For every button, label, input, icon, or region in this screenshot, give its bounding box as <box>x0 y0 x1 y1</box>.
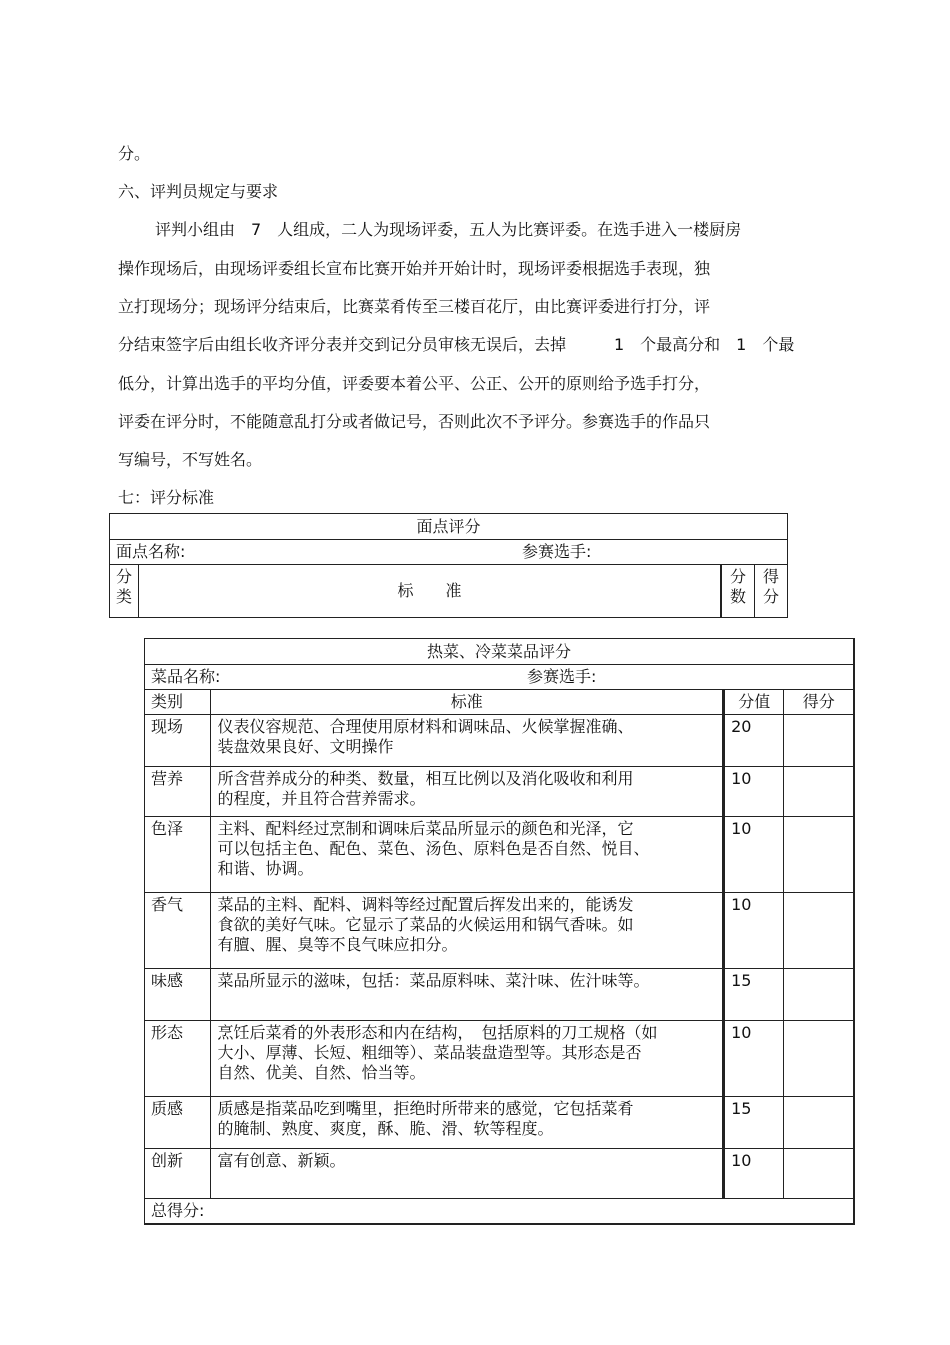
section-heading-6: 六、评判员规定与要求 <box>118 182 279 201</box>
row-score: 10 <box>724 1149 784 1199</box>
total-score-label: 总得分: <box>145 1199 855 1225</box>
row-category: 味感 <box>145 969 211 1021</box>
dish-score-table <box>144 638 855 1225</box>
table-row <box>145 715 855 767</box>
row-obtained <box>784 715 854 767</box>
table-row <box>145 893 855 969</box>
row-standard: 主料、配料经过烹制和调味后菜品所显示的颜色和光泽，它 可以包括主色、配色、菜色、汤色、原料色是否自然、悦目、 和谐、协调。 <box>211 817 724 893</box>
row-category: 营养 <box>145 767 211 817</box>
row-score: 15 <box>724 969 784 1021</box>
dish-table-title: 热菜、冷菜菜品评分 <box>145 639 855 665</box>
paragraph-line: 立打现场分；现场评分结束后，比赛菜肴传至三楼百花厅，由比赛评委进行打分，评 <box>118 297 711 316</box>
row-score: 20 <box>724 715 784 767</box>
row-obtained <box>784 817 854 893</box>
row-standard: 所含营养成分的种类、数量，相互比例以及消化吸收和利用 的程度，并且符合营养需求。 <box>211 767 724 817</box>
row-score: 10 <box>724 767 784 817</box>
row-standard: 质感是指菜品吃到嘴里，拒绝时所带来的感觉，它包括菜肴 的腌制、熟度、爽度，酥、脆、滑、软等程度。 <box>211 1097 724 1149</box>
pastry-col-standard: 标 准 <box>139 565 722 618</box>
paragraph-line: 分结束签字后由组长收齐评分表并交到记分员审核无误后，去掉 1 个最高分和 1 个最 <box>118 335 795 354</box>
paragraph-line: 评判小组由 7 人组成，二人为现场评委，五人为比赛评委。在选手进入一楼厨房 <box>155 220 742 239</box>
table-row <box>145 1149 855 1199</box>
dish-col-category: 类别 <box>145 690 211 715</box>
dish-col-score: 分值 <box>724 690 784 715</box>
row-score: 10 <box>724 817 784 893</box>
row-obtained <box>784 969 854 1021</box>
dish-name-label: 菜品名称: <box>151 667 221 686</box>
table-row <box>145 1021 855 1097</box>
row-standard: 菜品所显示的滋味，包括：菜品原料味、菜汁味、佐汁味等。 <box>211 969 724 1021</box>
table-row <box>145 767 855 817</box>
dish-col-standard: 标准 <box>211 690 724 715</box>
pastry-info-row <box>110 540 788 565</box>
paragraph-line: 低分，计算出选手的平均分值，评委要本着公平、公正、公开的原则给予选手打分， <box>118 374 711 393</box>
row-obtained <box>784 767 854 817</box>
pastry-table-title: 面点评分 <box>110 514 788 540</box>
dish-player-label: 参赛选手: <box>527 667 597 686</box>
row-score: 15 <box>724 1097 784 1149</box>
table-row <box>145 1097 855 1149</box>
section-heading-7: 七：评分标准 <box>118 488 215 507</box>
row-standard: 烹饪后菜肴的外表形态和内在结构， 包括原料的刀工规格（如 大小、厚薄、长短、粗细等）、菜品装盘造型等。其形态是否 自然、优美、自然、恰当等。 <box>211 1021 724 1097</box>
table-row <box>145 969 855 1021</box>
row-obtained <box>784 1149 854 1199</box>
row-category: 形态 <box>145 1021 211 1097</box>
row-category: 现场 <box>145 715 211 767</box>
paragraph-line: 评委在评分时，不能随意乱打分或者做记号，否则此次不予评分。参赛选手的作品只 <box>118 412 711 431</box>
row-category: 质感 <box>145 1097 211 1149</box>
paragraph-line: 写编号，不写姓名。 <box>118 450 263 469</box>
pastry-name-label: 面点名称: <box>116 542 186 561</box>
paragraph-line: 操作现场后，由现场评委组长宣布比赛开始并开始计时，现场评委根据选手表现，独 <box>118 259 711 278</box>
row-standard: 富有创意、新颖。 <box>211 1149 724 1199</box>
pastry-col-score: 分数 <box>721 565 755 618</box>
row-standard: 菜品的主料、配料、调料等经过配置后挥发出来的，能诱发 食欲的美好气味。它显示了菜品的火候运用和锅气香味。如 有膻、腥、臭等不良气味应扣分。 <box>211 893 724 969</box>
row-score: 10 <box>724 1021 784 1097</box>
continued-text: 分。 <box>118 144 151 163</box>
dish-info-row <box>145 665 855 690</box>
row-category: 创新 <box>145 1149 211 1199</box>
pastry-player-label: 参赛选手: <box>522 542 592 561</box>
row-obtained <box>784 893 854 969</box>
row-standard: 仪表仪容规范、合理使用原材料和调味品、火候掌握准确、 装盘效果良好、文明操作 <box>211 715 724 767</box>
pastry-col-category: 分类 <box>110 565 139 618</box>
pastry-score-table <box>109 513 788 618</box>
row-category: 香气 <box>145 893 211 969</box>
row-score: 10 <box>724 893 784 969</box>
row-obtained <box>784 1097 854 1149</box>
row-obtained <box>784 1021 854 1097</box>
dish-col-obtained: 得分 <box>784 690 854 715</box>
table-row <box>145 817 855 893</box>
pastry-col-obtained: 得分 <box>755 565 788 618</box>
row-category: 色泽 <box>145 817 211 893</box>
